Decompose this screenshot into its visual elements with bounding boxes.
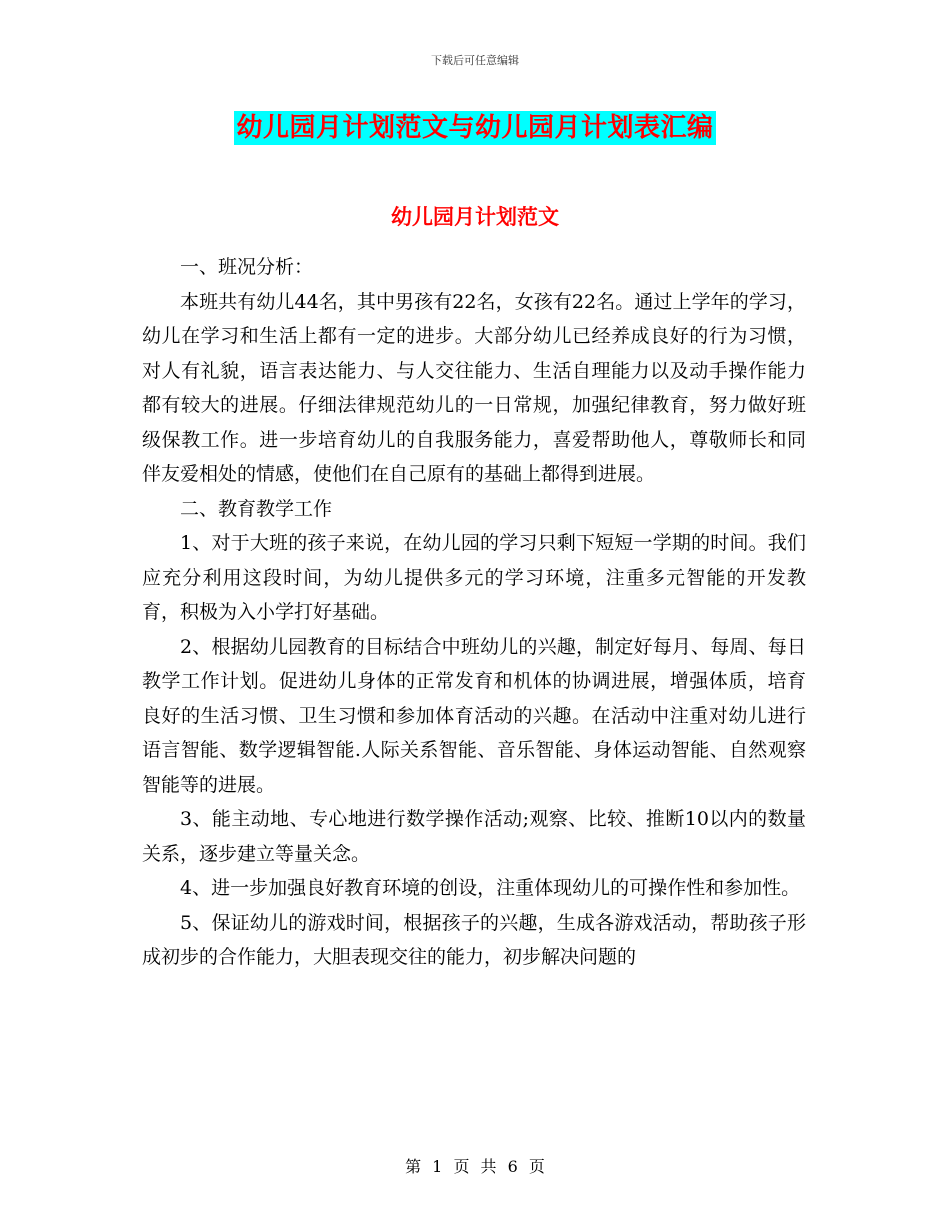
page-header-note: 下载后可任意编辑 (431, 54, 519, 67)
document-body (142, 250, 806, 975)
paragraph-teaching-heading: 二、教育教学工作 (180, 497, 333, 520)
document-title: 幼儿园月计划范文与幼儿园月计划表汇编 (236, 113, 714, 143)
page-number: 第 1 页 共 6 页 (405, 1157, 545, 1176)
section-title: 幼儿园月计划范文 (391, 205, 559, 229)
paragraph-item-3: 3、能主动地、专心地进行数学操作活动;观察、比较、推断10以内的数量关系，逐步建立等量关念。 (142, 808, 806, 865)
paragraph-class-analysis-heading: 一、班况分析： (180, 256, 314, 278)
document-title-container (0, 111, 950, 145)
paragraph-item-4: 4、进一步加强良好教育环境的创设，注重体现幼儿的可操作性和参加性。 (180, 877, 801, 899)
paragraph-item-1: 1、对于大班的孩子来说，在幼儿园的学习只剩下短短一学期的时间。我们应充分利用这段时间，为幼儿提供多元的学习环境，注重多元智能的开发教育，积极为入小学打好基础。 (142, 532, 806, 623)
paragraph-class-analysis: 本班共有幼儿44名，其中男孩有22名，女孩有22名。通过上学年的学习，幼儿在学习和生活上都有一定的进步。大部分幼儿已经养成良好的行为习惯，对人有礼貌，语言表达能力、与人交往能力、生活自理能力以及动手操作能力都有较大的进展。仔细法律规范幼儿的一日常规，加强纪律教育，努力做好班级保教工作。进一步培育幼儿的自我服务能力，喜爱帮助他人，尊敬师长和同伴友爱相处的情感，使他们在自己原有的基础上都得到进展。 (142, 290, 806, 485)
paragraph-item-5: 5、保证幼儿的游戏时间，根据孩子的兴趣，生成各游戏活动，帮助孩子形成初步的合作能力，大胆表现交往的能力，初步解决问题的 (142, 911, 806, 968)
paragraph-item-2: 2、根据幼儿园教育的目标结合中班幼儿的兴趣，制定好每月、每周、每日教学工作计划。促进幼儿身体的正常发育和机体的协调进展，增强体质，培育良好的生活习惯、卫生习惯和参加体育活动的兴趣。在活动中注重对幼儿进行语言智能、数学逻辑智能.人际关系智能、音乐智能、身体运动智能、自然观察智能等的进展。 (142, 635, 806, 796)
